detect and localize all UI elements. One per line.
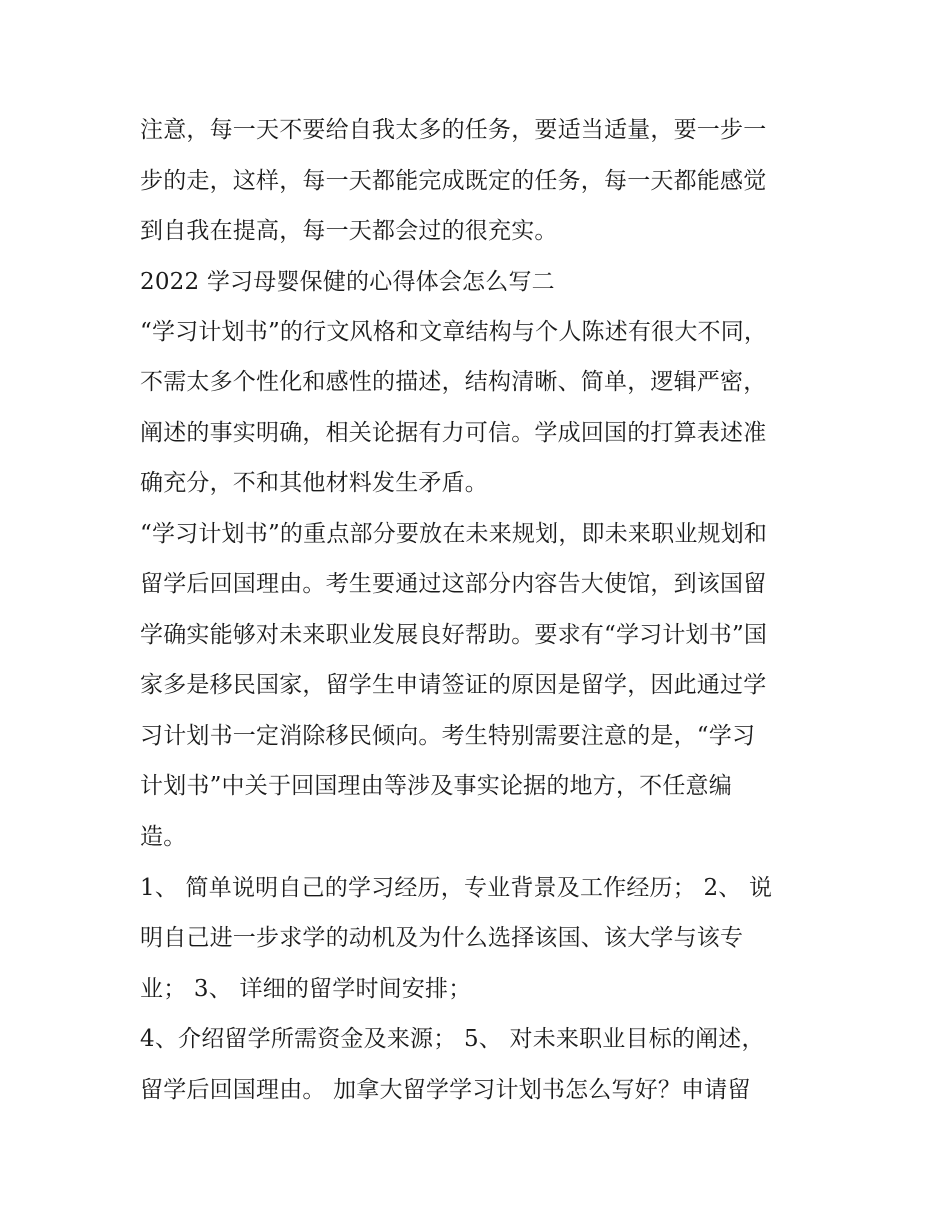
text-line: 习计划书一定消除移民倾向。考生特别需要注意的是，“学习	[140, 723, 756, 749]
text-line: 造。	[140, 824, 187, 850]
text-line: “学习计划书”的重点部分要放在未来规划，即未来职业规划和	[140, 521, 768, 547]
text-line: 学确实能够对未来职业发展良好帮助。要求有“学习计划书”国	[140, 622, 768, 648]
text-line: “学习计划书”的行文风格和文章结构与个人陈述有很大不同，	[140, 319, 768, 345]
section-heading: 2022 学习母婴保健的心得体会怎么写二	[140, 269, 555, 295]
text-line: 家多是移民国家，留学生申请签证的原因是留学，因此通过学	[140, 672, 767, 698]
text-line: 不需太多个性化和感性的描述，结构清晰、简单，逻辑严密，	[140, 369, 767, 395]
text-line: 留学后回国理由。 加拿大留学学习计划书怎么写好？申请留	[140, 1077, 751, 1103]
text-line: 注意，每一天不要给自我太多的任务，要适当适量，要一步一	[140, 117, 767, 143]
text-line: 明自己进一步求学的动机及为什么选择该国、该大学与该专	[140, 925, 744, 951]
text-line: 阐述的事实明确，相关论据有力可信。学成回国的打算表述准	[140, 420, 767, 446]
text-line: 步的走，这样，每一天都能完成既定的任务，每一天都能感觉	[140, 168, 767, 194]
text-line: 计划书”中关于回国理由等涉及事实论据的地方，不任意编	[140, 773, 732, 799]
text-line: 确充分，不和其他材料发生矛盾。	[140, 470, 488, 496]
text-line: 4、介绍留学所需资金及来源； 5、 对未来职业目标的阐述，	[140, 1026, 765, 1052]
text-line: 留学后回国理由。考生要通过这部分内容告大使馆，到该国留	[140, 571, 767, 597]
text-line: 1、 简单说明自己的学习经历，专业背景及工作经历； 2、 说	[140, 875, 773, 901]
text-line: 到自我在提高，每一天都会过的很充实。	[140, 218, 558, 244]
text-line: 业； 3、 详细的留学时间安排；	[140, 976, 472, 1002]
